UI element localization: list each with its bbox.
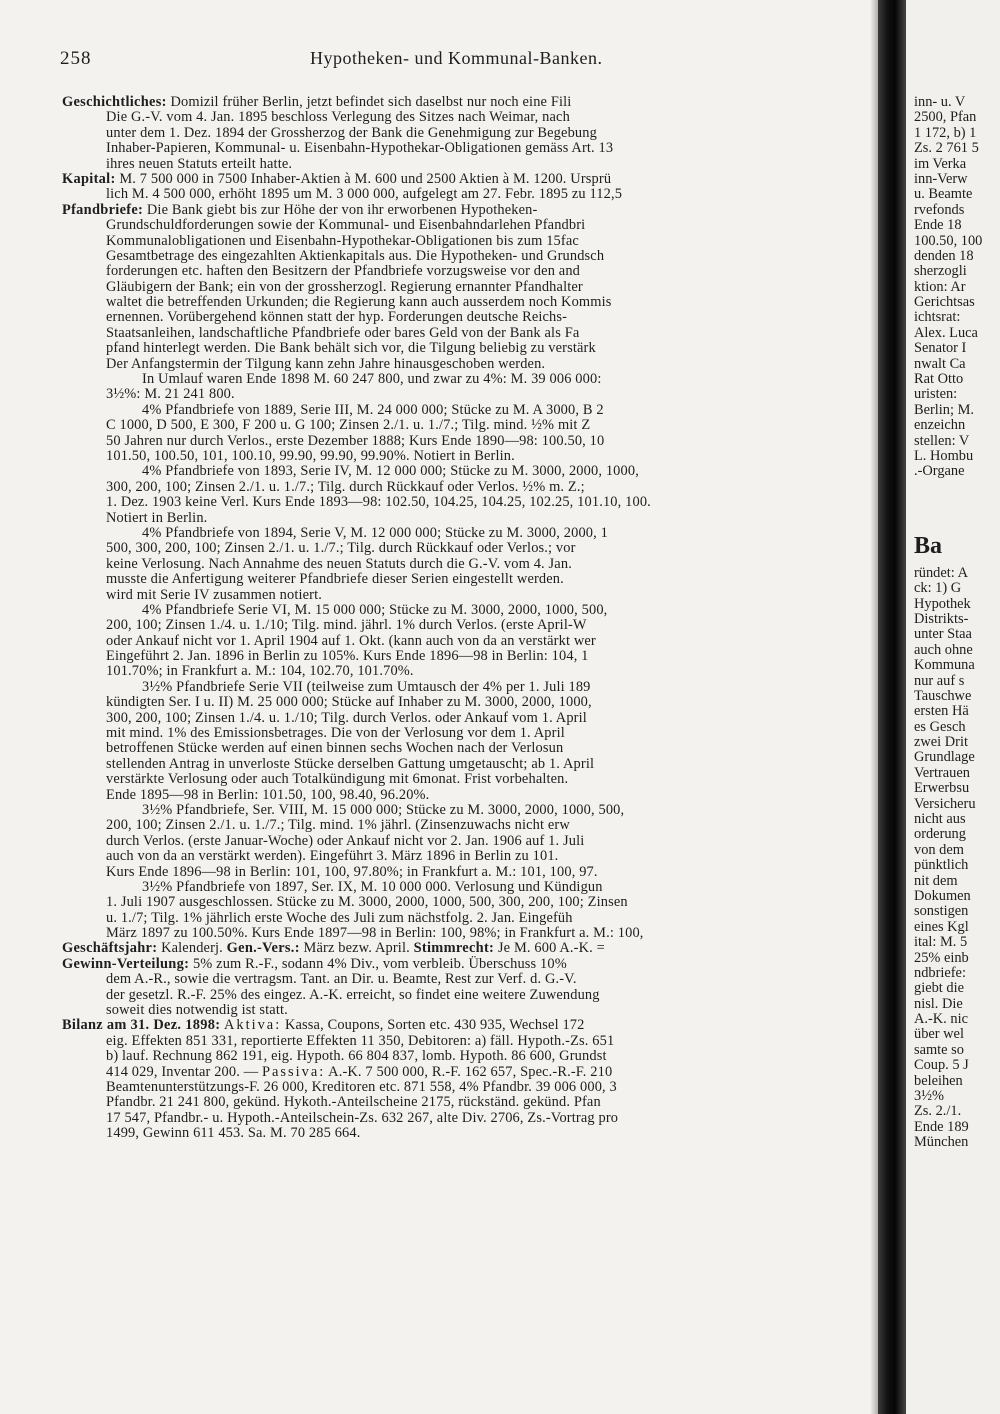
text-line: Die G.-V. vom 4. Jan. 1895 beschloss Verlegung des Sitzes nach Weimar, nach xyxy=(106,109,570,126)
text-line: auch von da an verstärkt werden). Eingeführt 3. März 1896 in Berlin zu 101. xyxy=(106,848,559,865)
neighbor-text-line: orderung xyxy=(914,826,966,843)
text-line: lich M. 4 500 000, erhöht 1895 um M. 3 000 000, aufgelegt am 27. Febr. 1895 zu 112,5 xyxy=(106,186,623,203)
text-line: 50 Jahren nur durch Verlos., erste Dezember 1888; Kurs Ende 1890—98: 100.50, 10 xyxy=(106,432,605,449)
text-line: 4% Pfandbriefe von 1889, Serie III, M. 24 000 000; Stücke zu M. A 3000, B 2 xyxy=(142,401,604,418)
text-line: Gesamtbetrage des eingezahlten Aktienkapitals aus. Die Hypotheken- und Grundsch xyxy=(106,247,605,264)
text-line: eig. Effekten 851 331, reportierte Effekten 11 350, Debitoren: a) fäll. Hypoth.-Zs. 651 xyxy=(106,1032,615,1049)
neighbor-text-line: nisl. Die xyxy=(914,995,963,1012)
text-line: unter dem 1. Dez. 1894 der Grossherzog der Bank die Genehmigung zur Begebung xyxy=(106,124,597,141)
neighbor-text-line: Erwerbsu xyxy=(914,780,970,797)
text-line: Der Anfangstermin der Tilgung kann zehn Jahre hinausgeschoben werden. xyxy=(106,355,546,372)
text-line: soweit dies notwendig ist statt. xyxy=(106,1002,288,1019)
text-line: dem A.-R., sowie die vertragsm. Tant. an Dir. u. Beamte, Rest zur Verf. d. G.-V. xyxy=(106,971,577,988)
text-line: 200, 100; Zinsen 1./4. u. 1./10; Tilg. mind. jährl. 1% durch Verlos. (erste April-W xyxy=(106,617,587,634)
stimmrecht-label: Stimmrecht: xyxy=(413,940,495,957)
neighbor-text-line: Rat Otto xyxy=(914,371,964,388)
text-line: 3½%: M. 21 241 800. xyxy=(106,386,235,403)
neighbor-text-line: Hypothek xyxy=(914,595,971,612)
gen-vers-label: Gen.-Vers.: xyxy=(226,940,300,957)
neighbor-text-line: nwalt Ca xyxy=(914,355,966,372)
text-line: Kurs Ende 1896—98 in Berlin: 101, 100, 97.80%; in Frankfurt a. M.: 101, 100, 97. xyxy=(106,863,598,880)
text-line: 101.50, 100.50, 101, 100.10, 99.90, 99.90, 99.90%. Notiert in Berlin. xyxy=(106,447,515,464)
passiva-label: Passiva: xyxy=(262,1063,326,1080)
text-line: forderungen etc. haften den Besitzern der Pfandbriefe vorzugsweise vor den and xyxy=(106,263,581,280)
text-line: 414 029, Inventar 200. — xyxy=(106,1063,259,1080)
kapital-label: Kapital: xyxy=(62,170,116,187)
text-line: ernennen. Vorübergehend können statt der hyp. Forderungen deutsche Reichs- xyxy=(106,309,568,326)
text-line: der gesetzl. R.-F. 25% des eingez. A.-K. erreicht, so findet eine weitere Zuwendung xyxy=(106,986,600,1003)
geschichtliches-line-1 xyxy=(62,95,878,110)
aktiva-label: Aktiva: xyxy=(224,1017,282,1034)
book-gutter xyxy=(878,0,906,1414)
neighbor-text-line: über wel xyxy=(914,1026,964,1043)
neighbor-text-line: nur auf s xyxy=(914,672,965,689)
pfandbriefe-label: Pfandbriefe: xyxy=(62,201,144,218)
neighbor-text-line: ersten Hä xyxy=(914,703,969,720)
neighbor-text-line: ichtsrat: xyxy=(914,309,961,326)
text-line: u. 1./7; Tilg. 1% jährlich erste Woche des Juli zum nächstfolg. 2. Jan. Eingefüh xyxy=(106,909,573,926)
neighbor-text-line: stellen: V xyxy=(914,432,970,449)
text-line: 3½% Pfandbriefe, Ser. VIII, M. 15 000 000; Stücke zu M. 3000, 2000, 1000, 500, xyxy=(142,801,625,818)
text-line: wird mit Serie IV zusammen notiert. xyxy=(106,586,323,603)
neighbor-text-line: L. Hombu xyxy=(914,447,974,464)
neighbor-heading: Ba xyxy=(914,532,943,559)
text-line: 300, 200, 100; Zinsen 2./1. u. 1./7.; Tilg. durch Rückkauf oder Verlos. ½% m. Z.; xyxy=(106,478,585,495)
text-line: Eingeführt 2. Jan. 1896 in Berlin zu 105%. Kurs Ende 1896—98 in Berlin: 104, 1 xyxy=(106,648,589,665)
neighbor-text-line: 2500, Pfan xyxy=(914,109,977,126)
neighbor-text-line: Ende 189 xyxy=(914,1118,969,1135)
text-line: Pfandbr. 21 241 800, gekünd. Hykoth.-Anteilscheine 2175, rückständ. gekünd. Pfan xyxy=(106,1094,601,1111)
page-header xyxy=(60,48,872,72)
stimmrecht-value: Je M. 600 A.-K. = xyxy=(497,940,605,957)
text-line: 101.70%; in Frankfurt a. M.: 104, 102.70, 101.70%. xyxy=(106,663,414,680)
text-line: keine Verlosung. Nach Annahme des neuen Statuts durch die G.-V. vom 4. Jan. xyxy=(106,555,572,572)
neighbor-page xyxy=(906,0,1000,1414)
text-line: ihres neuen Statuts erteilt hatte. xyxy=(106,155,293,172)
neighbor-text-line: Distrikts- xyxy=(914,610,969,627)
page-number: 258 xyxy=(60,48,92,69)
neighbor-text-line: zwei Drit xyxy=(914,734,968,751)
text-line: 300, 200, 100; Zinsen 1./4. u. 1./10; Tilg. durch Verlos. oder Ankauf vom 1. April xyxy=(106,709,587,726)
text-line: musste die Anfertigung weiterer Pfandbriefe dieser Serien eingestellt werden. xyxy=(106,571,564,588)
text-line: In Umlauf waren Ende 1898 M. 60 247 800, und zwar zu 4%: M. 39 006 000: xyxy=(142,371,602,388)
neighbor-text-line: von dem xyxy=(914,841,964,858)
neighbor-text-line: beleihen xyxy=(914,1072,963,1089)
geschaeftsjahr-label: Geschäftsjahr: xyxy=(62,940,158,957)
neighbor-text-line: denden 18 xyxy=(914,247,974,264)
text-line: Gläubigern der Bank; ein von der grossherzogl. Regierung ernannter Pfandhalter xyxy=(106,278,583,295)
neighbor-text-line: Ende 18 xyxy=(914,217,962,234)
gewinn-label: Gewinn-Verteilung: xyxy=(62,955,190,972)
text-line: Kommunalobligationen und Eisenbahn-Hypothekar-Obligationen bis zum 15fac xyxy=(106,232,579,249)
bilanz-passiva-line xyxy=(62,1065,878,1080)
neighbor-text-line: rvefonds xyxy=(914,201,965,218)
text-line: Grundschuldforderungen sowie der Kommunal- und Eisenbahndarlehen Pfandbri xyxy=(106,217,586,234)
neighbor-text-line: Grundlage xyxy=(914,749,975,766)
bilanz-line-1 xyxy=(62,1018,878,1033)
text-line: 1499, Gewinn 611 453. Sa. M. 70 285 664. xyxy=(106,1125,361,1142)
gewinn-line-1 xyxy=(62,957,878,972)
text-line: oder Ankauf nicht vor 1. April 1904 auf 1. Okt. (kann auch von da an verstärkt wer xyxy=(106,632,596,649)
neighbor-text-line: Alex. Luca xyxy=(914,324,978,341)
text-line: Staatsanleihen, landschaftliche Pfandbriefe oder bares Geld von der Bank als Fa xyxy=(106,324,580,341)
geschaeftsjahr-line xyxy=(62,941,878,956)
geschaeftsjahr-value: Kalenderj. xyxy=(161,940,223,957)
text-line: verstärkte Verlosung oder auch Totalkündigung mit 6monat. Frist vorbehalten. xyxy=(106,771,569,788)
text-line: 3½% Pfandbriefe von 1897, Ser. IX, M. 10 000 000. Verlosung und Kündigun xyxy=(142,878,603,895)
neighbor-text-line: Coup. 5 J xyxy=(914,1057,969,1074)
neighbor-text-line: sherzogli xyxy=(914,263,967,280)
text-line: 4% Pfandbriefe von 1893, Serie IV, M. 12 000 000; Stücke zu M. 3000, 2000, 1000, xyxy=(142,463,639,480)
neighbor-text-line: München xyxy=(914,1134,969,1151)
text-line: Inhaber-Papieren, Kommunal- u. Eisenbahn-Hypothekar-Obligationen gemäss Art. 13 xyxy=(106,140,614,157)
gen-vers-value: März bezw. April. xyxy=(303,940,410,957)
neighbor-text-line: ck: 1) G xyxy=(914,580,962,597)
neighbor-text-line: pünktlich xyxy=(914,857,969,874)
text-line: betroffenen Stücke werden auf einen binnen sechs Wochen nach der Verlosun xyxy=(106,740,564,757)
text-line: 4% Pfandbriefe Serie VI, M. 15 000 000; Stücke zu M. 3000, 2000, 1000, 500, xyxy=(142,601,608,618)
neighbor-text-line: Zs. 2 761 5 xyxy=(914,140,979,157)
text-line: 5% zum R.-F., sodann 4% Div., vom verbleib. Überschuss 10% xyxy=(192,955,567,972)
text-line: Notiert in Berlin. xyxy=(106,509,208,526)
text-line: 500, 300, 200, 100; Zinsen 2./1. u. 1./7.; Tilg. durch Rückkauf oder Verlos.; vor xyxy=(106,540,576,557)
text-line: pfand hinterlegt werden. Die Bank behält sich vor, die Tilgung beliebig zu verstärk xyxy=(106,340,596,357)
text-line: mit mind. 1% des Emissionsbetrages. Die von der Verlosung vor dem 1. April xyxy=(106,725,565,742)
text-line: Ende 1895—98 in Berlin: 101.50, 100, 98.40, 96.20%. xyxy=(106,786,430,803)
neighbor-text-line: Tauschwe xyxy=(914,687,972,704)
text-line: 17 547, Pfandbr.- u. Hypoth.-Anteilschein-Zs. 632 267, alte Div. 2706, Zs.-Vortrag pro xyxy=(106,1109,619,1126)
text-line: März 1897 zu 100.50%. Kurs Ende 1897—98 in Berlin: 100, 98%; in Frankfurt a. M.: 100, xyxy=(106,925,644,942)
text-line: Kassa, Coupons, Sorten etc. 430 935, Wechsel 172 xyxy=(284,1017,585,1034)
text-line: Beamtenunterstützungs-F. 26 000, Kreditoren etc. 871 558, 4% Pfandbr. 39 006 000, 3 xyxy=(106,1079,617,1095)
neighbor-page-text xyxy=(914,95,1000,1151)
neighbor-text-line: ktion: Ar xyxy=(914,278,966,295)
neighbor-text-line: Kommuna xyxy=(914,657,975,674)
text-line: M. 7 500 000 in 7500 Inhaber-Aktien à M. 600 und 2500 Aktien à M. 1200. Ursprü xyxy=(119,170,612,187)
page-body xyxy=(62,95,878,1142)
neighbor-text-line: 3½% xyxy=(914,1088,944,1105)
text-line: 1. Juli 1907 ausgeschlossen. Stücke zu M. 3000, 2000, 1000, 500, 300, 200, 100; Zinsen xyxy=(106,894,628,911)
neighbor-text-line: enzeichn xyxy=(914,417,966,434)
neighbor-text-line: unter Staa xyxy=(914,626,972,643)
neighbor-spacer xyxy=(914,480,1000,526)
neighbor-text-line: Berlin; M. xyxy=(914,401,974,418)
neighbor-text-line: sonstigen xyxy=(914,903,969,920)
text-line: b) lauf. Rechnung 862 191, eig. Hypoth. 66 804 837, lomb. Hypoth. 86 600, Grundst xyxy=(106,1048,607,1065)
text-line: Die Bank giebt bis zur Höhe der von ihr erworbenen Hypotheken- xyxy=(146,201,538,218)
neighbor-text-line: Vertrauen xyxy=(914,764,970,781)
neighbor-text-line: im Verka xyxy=(914,155,967,172)
text-line: waltet die betreffenden Urkunden; die Regierung kann auch ausserdem noch Kommis xyxy=(106,294,612,311)
neighbor-text-line: .-Organe xyxy=(914,463,965,480)
text-line: kündigten Ser. I u. II) M. 25 000 000; Stücke auf Inhaber zu M. 3000, 2000, 1000, xyxy=(106,694,592,711)
bilanz-label: Bilanz am 31. Dez. 1898: xyxy=(62,1017,221,1034)
neighbor-text-line: giebt die xyxy=(914,980,964,997)
neighbor-text-line: 100.50, 100 xyxy=(914,232,983,249)
text-line: 3½% Pfandbriefe Serie VII (teilweise zum Umtausch der 4% per 1. Juli 189 xyxy=(142,678,591,695)
neighbor-text-line: uristen: xyxy=(914,386,958,403)
neighbor-text-line: Gerichtsas xyxy=(914,294,975,311)
neighbor-text-line: 1 172, b) 1 xyxy=(914,124,977,141)
neighbor-text-line: nicht aus xyxy=(914,811,966,828)
pfandbriefe-line-1 xyxy=(62,203,878,218)
text-line: stellenden Antrag in unverloste Stücke derselben Gattung umgetauscht; ab 1. April xyxy=(106,755,595,772)
neighbor-text-line: 25% einb xyxy=(914,949,969,966)
neighbor-text-line: inn- u. V xyxy=(914,94,966,110)
text-line: Domizil früher Berlin, jetzt befindet sich daselbst nur noch eine Fili xyxy=(170,94,572,110)
neighbor-text-line: eines Kgl xyxy=(914,918,969,935)
geschichtliches-label: Geschichtliches: xyxy=(62,94,167,110)
neighbor-text-line: nit dem xyxy=(914,872,958,889)
text-line: C 1000, D 500, E 300, F 200 u. G 100; Zinsen 2./1. u. 1./7.; Tilg. mind. ½% mit Z xyxy=(106,417,591,434)
neighbor-text-line: es Gesch xyxy=(914,718,966,735)
neighbor-text-line: Versicheru xyxy=(914,795,976,812)
neighbor-text-line: Senator I xyxy=(914,340,967,357)
neighbor-text-line: samte so xyxy=(914,1041,964,1058)
neighbor-text-line: ital: M. 5 xyxy=(914,934,968,951)
text-line: durch Verlos. (erste Januar-Woche) oder Ankauf nicht vor 2. Jan. 1906 auf 1. Juli xyxy=(106,832,585,849)
neighbor-text-line: inn-Verw xyxy=(914,170,968,187)
text-line: 200, 100; Zinsen 2./1. u. 1./7.; Tilg. mind. 1% jährl. (Zinsenzuwachs nicht erw xyxy=(106,817,570,834)
running-title: Hypotheken- und Kommunal-Banken. xyxy=(310,48,603,68)
neighbor-text-line: Dokumen xyxy=(914,887,971,904)
neighbor-text-line: ndbriefe: xyxy=(914,964,966,981)
text-line: 1. Dez. 1903 keine Verl. Kurs Ende 1893—98: 102.50, 104.25, 104.25, 102.25, 101.10, 100. xyxy=(106,494,651,511)
text-line: A.-K. 7 500 000, R.-F. 162 657, Spec.-R.-F. 210 xyxy=(328,1063,613,1080)
kapital-line-1 xyxy=(62,172,878,187)
neighbor-text-line: u. Beamte xyxy=(914,186,973,203)
neighbor-text-line: A.-K. nic xyxy=(914,1011,968,1028)
neighbor-text-line: ründet: A xyxy=(914,564,968,581)
neighbor-text-line: auch ohne xyxy=(914,641,973,658)
text-line: 4% Pfandbriefe von 1894, Serie V, M. 12 000 000; Stücke zu M. 3000, 2000, 1 xyxy=(142,524,608,541)
neighbor-text-line: Zs. 2./1. xyxy=(914,1103,962,1120)
